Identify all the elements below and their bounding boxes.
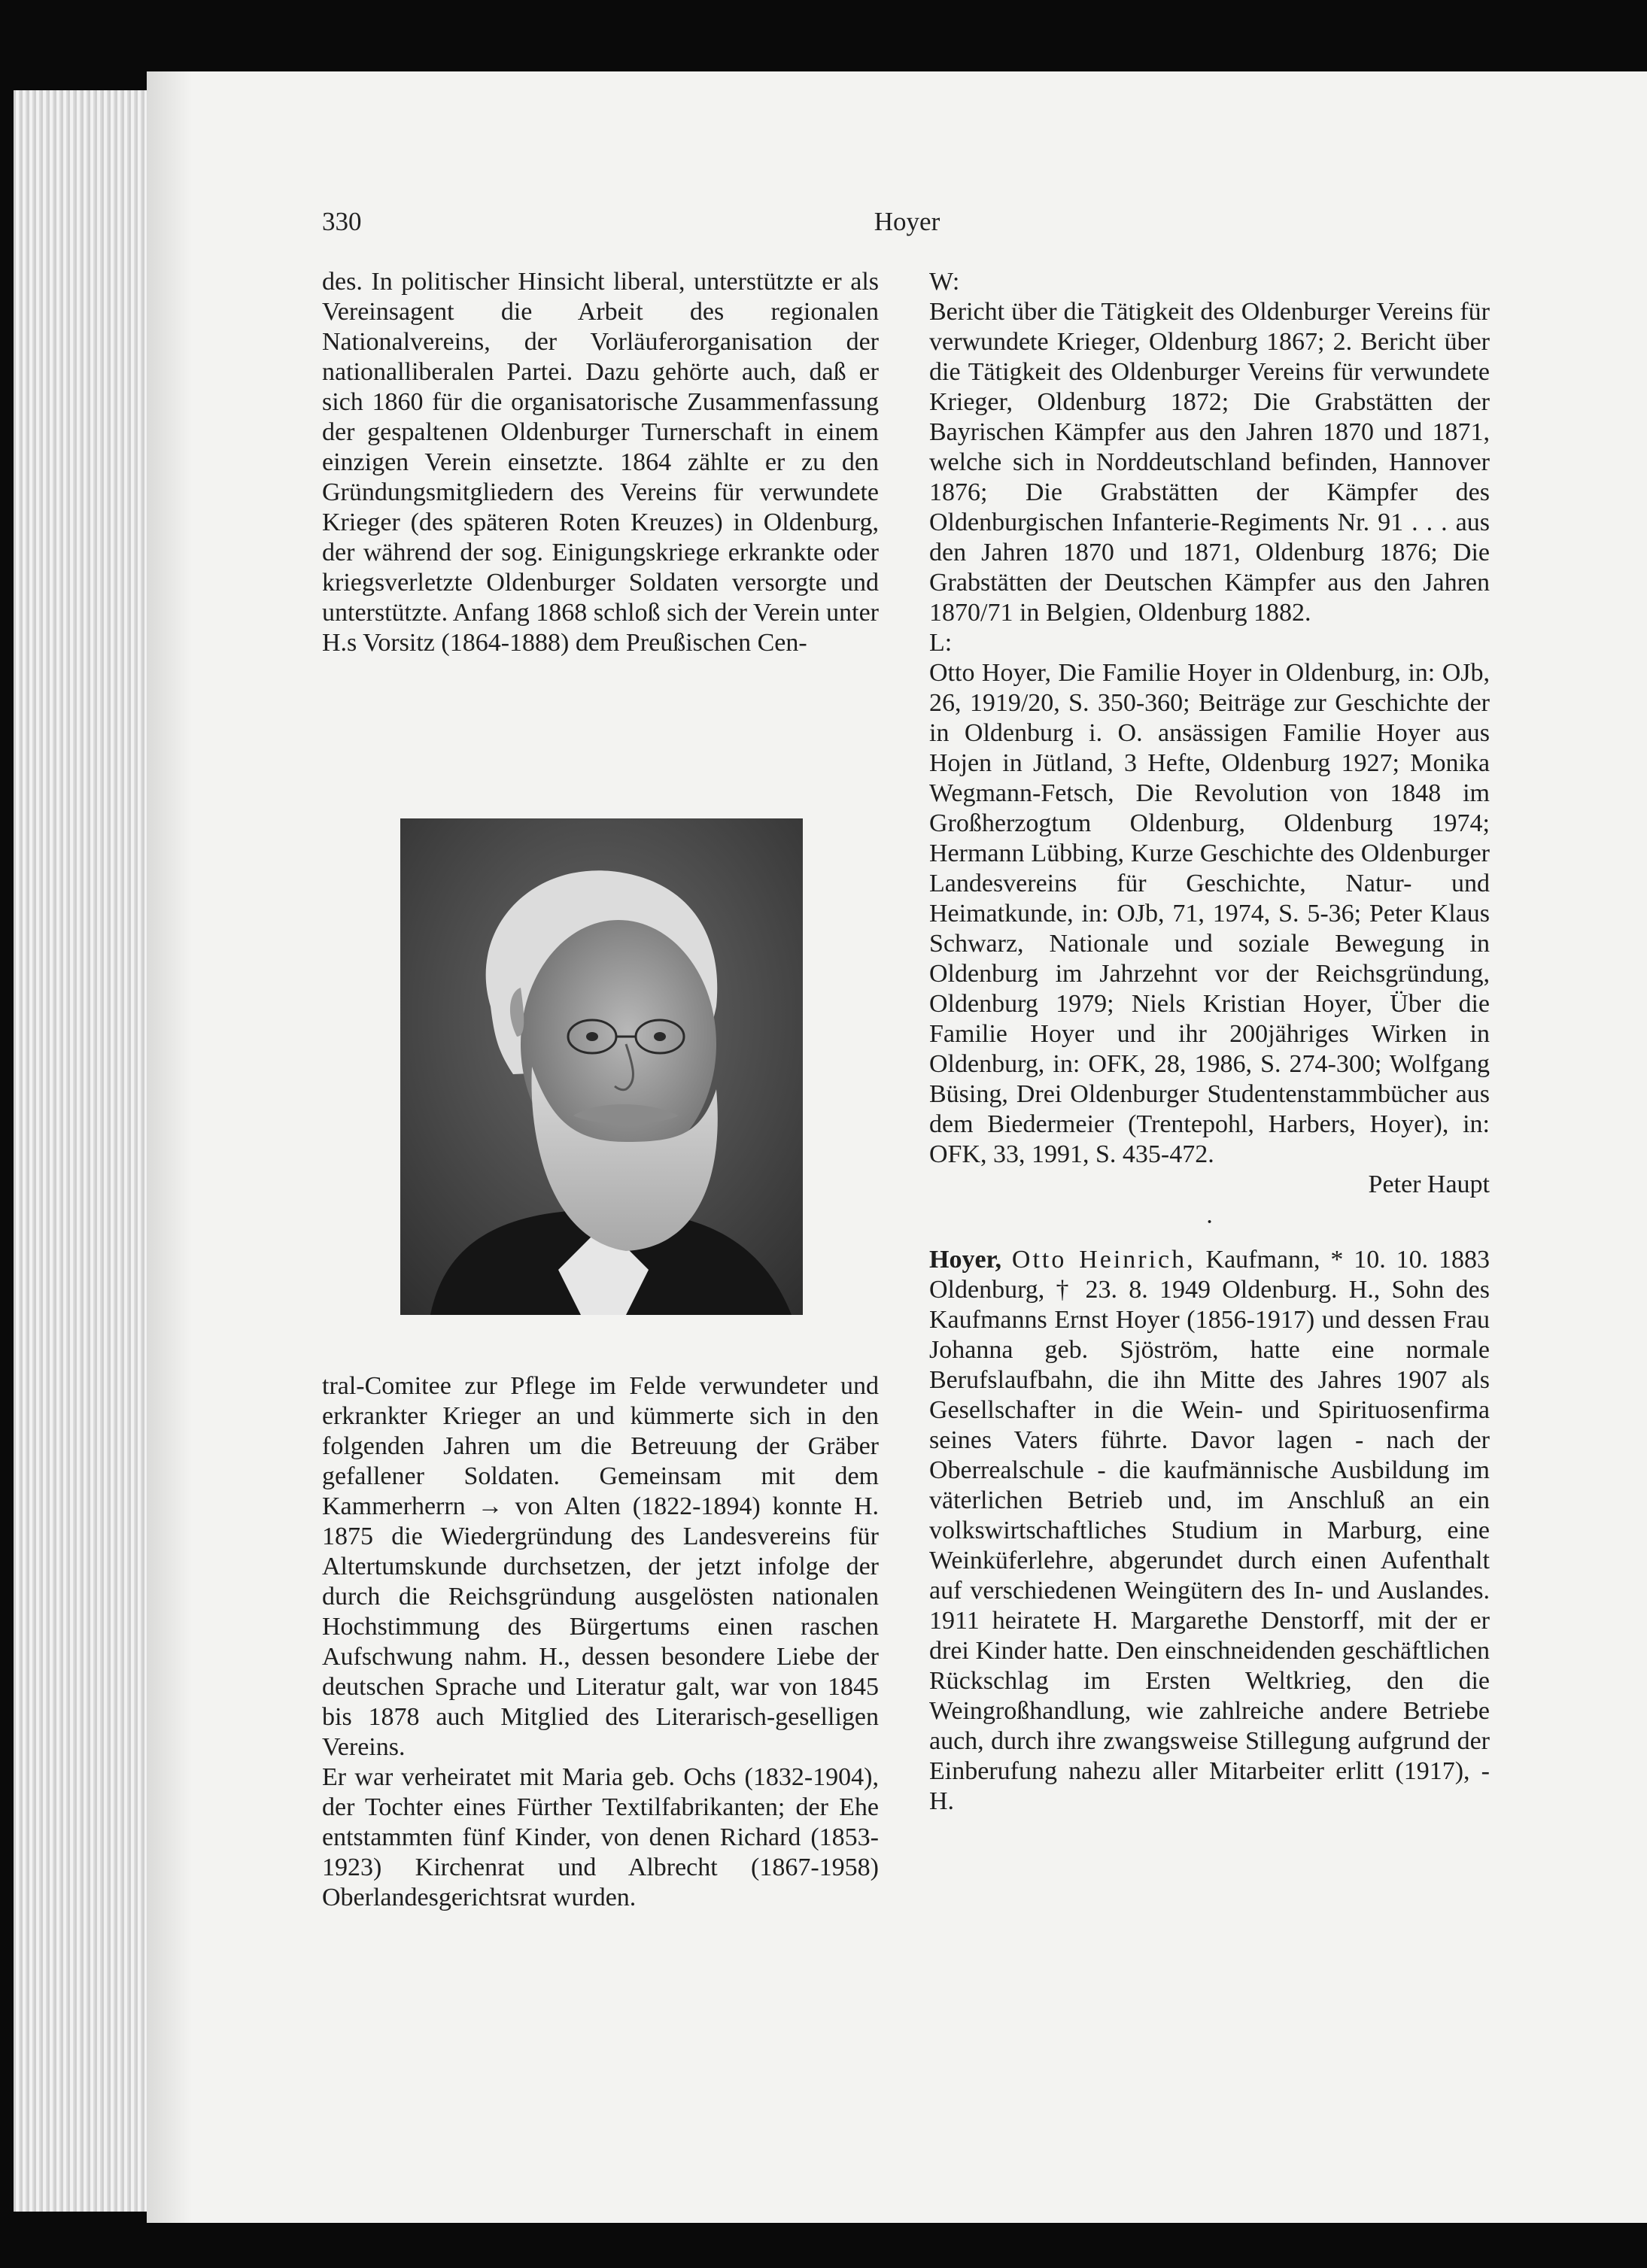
- literature-text: Otto Hoyer, Die Familie Hoyer in Oldenburg, in: OJb, 26, 1919/20, S. 350-360; Beiträge zur Geschichte der in Oldenburg i. O. ansässigen Familie Hoyer aus Hojen in Jütland, 3 Hefte, Oldenburg 1927; Monika Wegmann-Fetsch, Die Revolution von 1848 im Großherzogtum Oldenburg, Oldenburg 1974; Hermann Lübbing, Kurze Geschichte des Oldenburger Landesvereins für Geschichte, Natur- und Heimatkunde, in: OJb, 71, 1974, S. 5-36; Peter Klaus Schwarz, Nationale und soziale Bewegung in Oldenburg im Jahrzehnt vor der Reichsgründung, Oldenburg 1979; Niels Kristian Hoyer, Über die Familie Hoyer und ihr 200jähriges Wirken in Oldenburg, in: OFK, 28, 1986, S. 274-300; Wolfgang Büsing, Drei Oldenburger Studentenstammbücher aus dem Biedermeier (Trentepohl, Harbers, Hoyer), in: OFK, 33, 1991, S. 435-472.: [929, 659, 1490, 1168]
- entry-separator: ·: [1205, 1208, 1214, 1236]
- entry-given-names: Otto Heinrich,: [1011, 1246, 1196, 1274]
- author-signature: Peter Haupt: [1368, 1170, 1490, 1198]
- portrait-photo: [400, 818, 803, 1315]
- literature-label: L:: [929, 629, 953, 657]
- right-column: [929, 267, 1490, 1817]
- biography-text-after-image: tral-Comitee zur Pflege im Felde verwundeter und erkrankter Krieger an und kümmerte sich in den folgenden Jahren um die Betreuung der Gräber gefallener Soldaten. Gemeinsam mit dem Kammerherrn → von Alten (1822-1894) konnte H. 1875 die Wiedergründung des Landesvereins für Altertumskunde durchsetzen, der jetzt infolge der durch die Reichsgründung ausgelösten nationalen Hochstimmung des Bürgertums einen raschen Aufschwung nahm. H., dessen besondere Liebe der deutschen Sprache und Literatur galt, war von 1845 bis 1878 auch Mitglied des Literarisch-geselligen Vereins.: [322, 1372, 879, 1761]
- page-number: 330: [322, 207, 362, 236]
- entry-paragraph: [929, 1245, 1490, 1817]
- left-column-top: [322, 267, 879, 658]
- left-column-bottom: [322, 1371, 879, 1913]
- portrait-illustration: [400, 818, 803, 1315]
- works-text: Bericht über die Tätigkeit des Oldenburger Vereins für verwundete Krieger, Oldenburg 1867; 2. Bericht über die Tätigkeit des Oldenburger Vereins für verwundete Krieger, Oldenburg 1872; Die Grabstätten der Bayrischen Kämpfer aus den Jahren 1870 und 1871, welche sich in Norddeutschland befinden, Hannover 1876; Die Grabstätten der Kämpfer des Oldenburgischen Infanterie-Regiments Nr. 91 . . . aus den Jahren 1870 und 1871, Oldenburg 1876; Die Grabstätten der Deutschen Kämpfer aus den Jahren 1870/71 in Belgien, Oldenburg 1882.: [929, 298, 1490, 627]
- biography-text-before-image: des. In politischer Hinsicht liberal, unterstützte er als Vereinsagent die Arbeit des regionalen Nationalvereins, der Vorläuferorganisation der nationalliberalen Partei. Dazu gehörte auch, daß er sich 1860 für die organisatorische Zusammenfassung der gespaltenen Oldenburger Turnerschaft in einem einzigen Verein einsetzte. 1864 zählte er zu den Gründungsmitgliedern des Vereins für verwundete Krieger (des späteren Roten Kreuzes) in Oldenburg, der während der sog. Einigungskriege erkrankte oder kriegsverletzte Oldenburger Soldaten versorgte und unterstützte. Anfang 1868 schloß sich der Verein unter H.s Vorsitz (1864-1888) dem Preußischen Cen-: [322, 268, 879, 657]
- entry-surname: Hoyer,: [929, 1246, 1002, 1274]
- entry-text: Kaufmann, * 10. 10. 1883 Oldenburg, † 23. 8. 1949 Oldenburg. H., Sohn des Kaufmanns Ernst Hoyer (1856-1917) und dessen Frau Johanna geb. Sjöström, hatte eine normale Berufslaufbahn, die ihn Mitte des Jahres 1907 als Gesellschafter in die Wein- und Spirituosenfirma seines Vaters führte. Davor lagen - nach der Oberrealschule - die kaufmännische Ausbildung im väterlichen Betrieb und, im Anschluß an ein volkswirtschaftliches Studium in Marburg, eine Weinküferlehre, abgerundet durch einen Aufenthalt auf verschiedenen Weingütern des In- und Auslandes. 1911 heiratete H. Margarethe Denstorff, mit der er drei Kinder hatte. Den einschneidenden geschäftlichen Rückschlag im Ersten Weltkrieg, den die Weingroßhandlung, wie zahlreiche andere Betriebe auch, durch ihre zwangsweise Stillegung aufgrund der Einberufung nahezu aller Mitarbeiter erlitt (1917), - H.: [929, 1246, 1490, 1815]
- running-head: Hoyer: [874, 207, 940, 236]
- page-header: [322, 207, 1492, 244]
- works-label: W:: [929, 268, 960, 296]
- book-page-edges: [14, 90, 156, 2212]
- biography-marriage-paragraph: Er war verheiratet mit Maria geb. Ochs (1832-1904), der Tochter eines Fürther Textilfabrikanten; der Ehe entstammten fünf Kinder, von denen Richard (1853-1923) Kirchenrat und Albrecht (1867-1958) Oberlandesgerichtsrat wurden.: [322, 1763, 879, 1911]
